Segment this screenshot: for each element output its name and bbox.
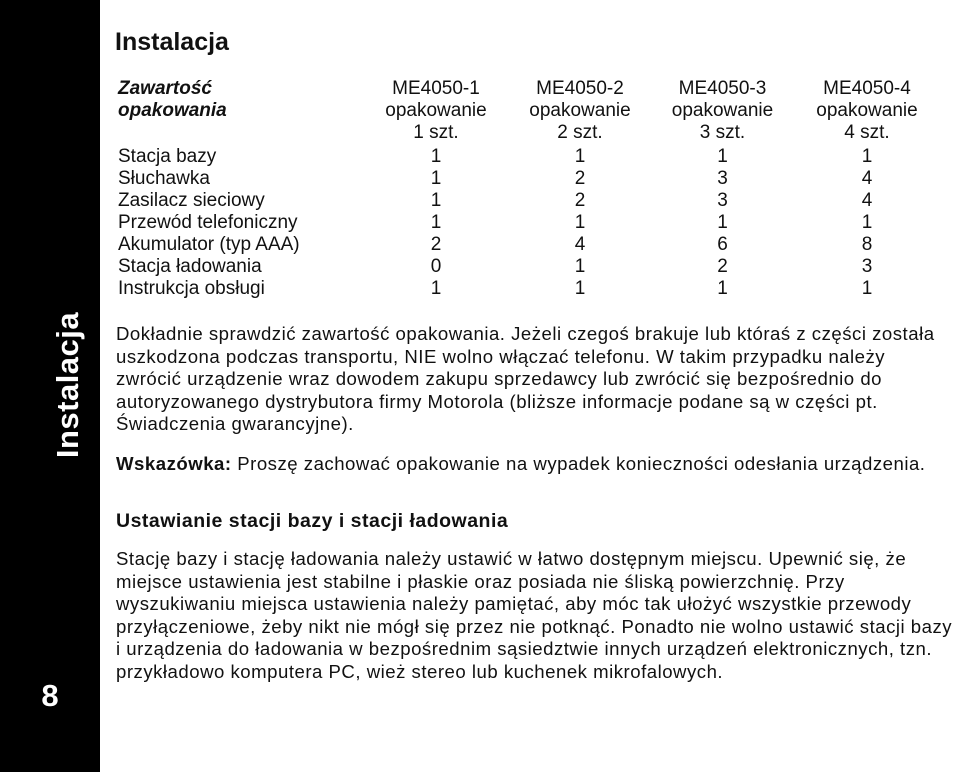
table-cell: 1 [430,212,442,233]
tip-paragraph [116,453,956,476]
header-line: 1 szt. [413,122,459,143]
page-title: Instalacja [115,28,229,56]
header-line: opakowanie [385,100,487,121]
column-header-me4050-4 [794,78,940,146]
table-cell: 3 [717,190,728,211]
row-item-name: Akumulator (typ AAA) [118,234,300,255]
table-header-row [118,78,940,146]
table-cell: 1 [430,190,442,211]
paragraph-text: Dokładnie sprawdzić zawartość opakowania. Jeżeli czegoś brakuje lub któraś z części została uszkodzona podczas transportu, NIE wolno włączać telefonu. W takim przypadku należy zwrócić urządzenie wraz dowodem zakupu sprzedawcy lub zwrócić się bezpośrednio do autoryzowanego dystrybutora firmy Motorola (bliższe informacje podane są w części pt. Świadczenia gwarancyjne). [116,323,935,434]
row-item-name: Słuchawka [118,168,210,189]
column-header-contents [118,78,363,146]
table-cell: 3 [861,256,873,277]
row-item-name: Stacja bazy [118,146,217,167]
table-row [118,212,940,234]
table-cell: 1 [717,146,728,167]
table-row [118,278,940,300]
table-cell: 1 [430,146,442,167]
tip-label: Wskazówka: [116,453,232,474]
table-cell: 1 [861,212,873,233]
row-item-name: Przewód telefoniczny [118,212,298,233]
header-line: opakowania [118,100,227,121]
header-line: 4 szt. [844,122,890,143]
setup-paragraph [116,548,956,683]
table-cell: 2 [430,234,442,255]
table-cell: 2 [717,256,728,277]
header-line: 2 szt. [557,122,603,143]
table-cell: 1 [574,278,586,299]
header-line: ME4050-1 [392,78,480,99]
table-cell: 1 [574,256,586,277]
table-cell: 0 [430,256,442,277]
check-contents-paragraph [116,323,956,436]
sidebar-tab [0,0,100,772]
section-heading: Ustawianie stacji bazy i stacji ładowania [116,510,509,532]
table-cell: 4 [574,234,586,255]
table-row [118,146,940,168]
column-header-me4050-3 [651,78,794,146]
table-cell: 2 [574,190,586,211]
column-header-me4050-2 [509,78,651,146]
table-cell: 4 [861,168,873,189]
table-cell: 3 [717,168,728,189]
header-line: opakowanie [816,100,918,121]
table-cell: 1 [861,146,873,167]
table-row [118,256,940,278]
tip-line [116,453,956,476]
table-cell: 1 [430,278,442,299]
package-contents-table [118,78,940,300]
row-item-name: Instrukcja obsługi [118,278,265,299]
table-cell: 6 [717,234,728,255]
table-cell: 1 [430,168,442,189]
row-item-name: Stacja ładowania [118,256,262,277]
tip-text: Proszę zachować opakowanie na wypadek konieczności odesłania urządzenia. [237,453,926,474]
table-cell: 1 [574,212,586,233]
header-line: ME4050-4 [823,78,911,99]
sidebar-section-title: Instalacja [50,311,85,459]
table-cell: 1 [574,146,586,167]
row-item-name: Zasilacz sieciowy [118,190,265,211]
table-row [118,168,940,190]
table-cell: 1 [861,278,873,299]
table-cell: 1 [717,212,728,233]
table-row [118,234,940,256]
table-row [118,190,940,212]
header-line: ME4050-3 [678,78,767,99]
table-cell: 1 [717,278,728,299]
paragraph-text: Stację bazy i stację ładowania należy ustawić w łatwo dostępnym miejscu. Upewnić się, że miejsce ustawienia jest stabilne i płaskie oraz posiada nie śliską powierzchnię. Przy wyszukiwaniu miejsca ustawienia należy pamiętać, aby móc tak ułożyć wszystkie przewody przyłączeniowe, żeby nikt nie mógł się przez nie potknąć. Ponadto nie wolno ustawić stacji bazy i urządzenia do ładowania w bezpośrednim sąsiedztwie innych urządzeń elektronicznych, tzn. przykładowo komputera PC, wież stereo lub kuchenek mikrofalowych. [116,548,953,682]
page-number: 8 [41,678,59,713]
header-line: Zawartość [118,78,212,99]
header-line: opakowanie [671,100,774,121]
header-line: opakowanie [529,100,631,121]
column-header-me4050-1 [363,78,509,146]
header-line: 3 szt. [699,122,746,143]
header-line: ME4050-2 [536,78,624,99]
table-cell: 4 [861,190,873,211]
table-cell: 2 [574,168,586,189]
table-cell: 8 [861,234,873,255]
